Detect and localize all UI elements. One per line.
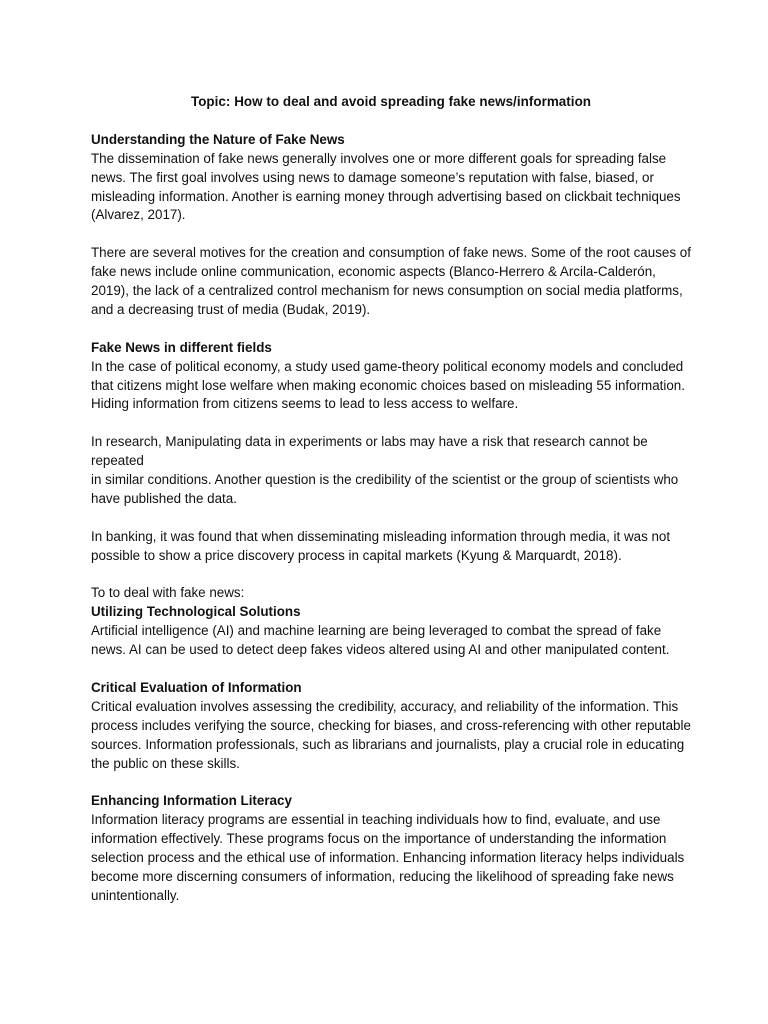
paragraph-spacer bbox=[91, 774, 691, 793]
section-heading-critical-evaluation: Critical Evaluation of Information bbox=[91, 679, 302, 695]
paragraph-nature-motives: There are several motives for the creation and consumption of fake news. Some of the root causes of fake news include online communication, economic aspects (Blanco-Herrero & Arcila-Calderón, 2019), the lack of a centralized control mechanism for news consumption on social media platforms, and a decreasing trust of media (Budak, 2019). bbox=[91, 245, 691, 317]
section-heading-fields: Fake News in different fields bbox=[91, 339, 272, 355]
section-heading-information-literacy: Enhancing Information Literacy bbox=[91, 793, 292, 809]
section-heading-technological: Utilizing Technological Solutions bbox=[91, 604, 301, 620]
paragraph-fields-political-economy: In the case of political economy, a study used game-theory political economy models and concluded that citizens might lose welfare when making economic choices based on misleading 55 information. Hiding information from citizens seems to lead to less access to welfare. bbox=[91, 358, 685, 412]
paragraph-critical-evaluation: Critical evaluation involves assessing the credibility, accuracy, and reliability of the information. This process includes verifying the source, checking for biases, and cross-referencing with other reputable sources. Information professionals, such as librarians and journalists, play a crucial role in educating the public on these skills. bbox=[91, 698, 691, 771]
paragraph-spacer bbox=[91, 414, 691, 433]
document-title: Topic: How to deal and avoid spreading fake news/information bbox=[190, 94, 592, 109]
document-page bbox=[91, 93, 691, 906]
paragraph-spacer bbox=[91, 320, 691, 339]
paragraph-technological: Artificial intelligence (AI) and machine learning are being leveraged to combat the spread of fake news. AI can be used to detect deep fakes videos altered using AI and other manipulated content. bbox=[91, 623, 670, 658]
section-heading-nature: Understanding the Nature of Fake News bbox=[91, 131, 345, 147]
paragraph-information-literacy: Information literacy programs are essential in teaching individuals how to find, evaluate, and use information effectively. These programs focus on the importance of understanding the information selection process and the ethical use of information. Enhancing information literacy helps individuals become more discerning consumers of information, reducing the likelihood of spreading fake news unintentionally. bbox=[91, 812, 685, 903]
paragraph-deal-intro: To to deal with fake news: bbox=[91, 585, 245, 601]
paragraph-fields-research-line2: in similar conditions. Another question is the credibility of the scientist or the group of scientists who have published the data. bbox=[91, 472, 679, 506]
paragraph-fields-research-line1: In research, Manipulating data in experiments or labs may have a risk that research cannot be repeated bbox=[91, 434, 648, 469]
paragraph-spacer bbox=[91, 509, 691, 528]
paragraph-spacer bbox=[91, 225, 691, 244]
paragraph-fields-banking: In banking, it was found that when disseminating misleading information through media, it was not possible to show a price discovery process in capital markets (Kyung & Marquardt, 2018). bbox=[91, 528, 671, 563]
paragraph-nature-goals: The dissemination of fake news generally involves one or more different goals for spreading false news. The first goal involves using news to damage someone’s reputation with false, biased, or misleading information. Another is earning money through advertising based on clickbait techniques (Alvarez, 2017). bbox=[91, 150, 681, 223]
paragraph-spacer bbox=[91, 660, 691, 679]
paragraph-spacer bbox=[91, 566, 691, 585]
